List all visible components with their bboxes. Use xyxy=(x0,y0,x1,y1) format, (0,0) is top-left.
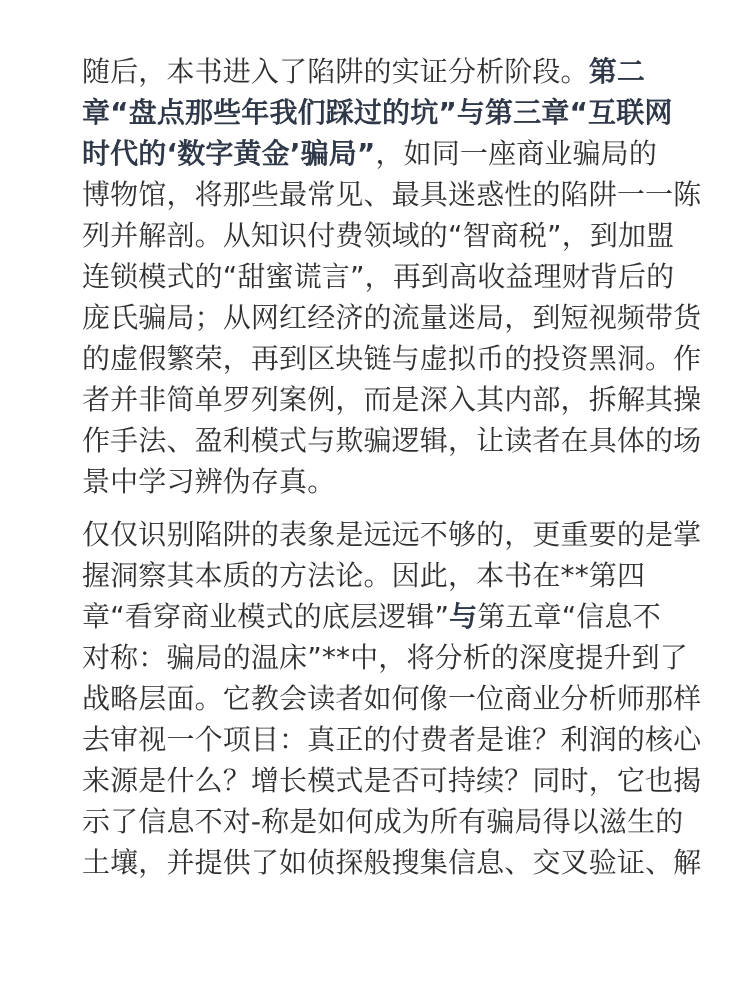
body-text: 的虚假繁荣，再到区块链与虚拟币的投资黑洞。作 xyxy=(82,342,702,375)
paragraph-line xyxy=(82,596,668,637)
paragraph-line xyxy=(82,842,702,883)
body-text: 去审视一个项目：真正的付费者是谁？利润的核心 xyxy=(82,723,702,756)
body-text: 者并非简单罗列案例，而是深入其内部，拆解其操 xyxy=(82,383,702,416)
paragraph-line xyxy=(82,719,702,760)
body-text: 作手法、盈利模式与欺骗逻辑，让读者在具体的场 xyxy=(82,424,702,457)
paragraph-line xyxy=(82,801,684,842)
body-text: 来源是什么？增长模式是否可持续？同时，它也揭 xyxy=(82,764,702,797)
paragraph-1 xyxy=(82,51,702,502)
paragraph-line xyxy=(82,215,675,256)
body-text: 庞氏骗局；从网红经济的流量迷局，到短视频带货 xyxy=(82,301,702,334)
paragraph-line xyxy=(82,92,673,133)
body-text: 景中学习辨伪存真。 xyxy=(82,465,336,498)
paragraph-line xyxy=(82,637,688,678)
body-text: 土壤，并提供了如侦探般搜集信息、交叉验证、解 xyxy=(82,846,702,879)
paragraph-line xyxy=(82,420,702,461)
body-text: 示了信息不对-称是如何成为所有骗局得以滋生的 xyxy=(82,805,684,838)
body-text: 第五章“信息不 xyxy=(477,600,661,633)
paragraph-line xyxy=(82,461,668,502)
body-text: 战略层面。它教会读者如何像一位商业分析师那样 xyxy=(82,682,702,715)
body-text: 对称：骗局的温床”**中，将分析的深度提升到了 xyxy=(82,641,688,674)
paragraph-line xyxy=(82,338,702,379)
paragraph-line xyxy=(82,514,702,555)
body-text: 随后，本书进入了陷阱的实证分析阶段。 xyxy=(82,55,589,88)
chapter-title-bold: 章“盘点那些年我们踩过的坑”与第三章“互联网 xyxy=(82,96,673,129)
paragraph-line xyxy=(82,174,702,215)
body-text: 章“看穿商业模式的底层逻辑” xyxy=(82,600,450,633)
paragraph-line xyxy=(82,297,702,338)
paragraph-line xyxy=(82,555,668,596)
body-text: ，如同一座商业骗局的 xyxy=(375,137,657,170)
body-text: 握洞察其本质的方法论。因此，本书在**第四 xyxy=(82,559,646,592)
paragraph-line xyxy=(82,133,668,174)
paragraph-line xyxy=(82,379,702,420)
paragraph-line xyxy=(82,760,702,801)
body-text: 仅仅识别陷阱的表象是远远不够的，更重要的是掌 xyxy=(82,518,702,551)
body-text: 博物馆，将那些最常见、最具迷惑性的陷阱一一陈 xyxy=(82,178,702,211)
paragraph-line xyxy=(82,51,668,92)
conjunction-bold: 与 xyxy=(449,600,478,633)
paragraph-line xyxy=(82,678,702,719)
chapter-title-bold: 第二 xyxy=(588,55,646,88)
body-text: 连锁模式的“甜蜜谎言”，再到高收益理财背后的 xyxy=(82,260,675,293)
paragraph-line xyxy=(82,256,675,297)
paragraph-2 xyxy=(82,514,702,883)
body-text: 列并解剖。从知识付费领域的“智商税”，到加盟 xyxy=(82,219,675,252)
chapter-title-bold: 时代的‘数字黄金’骗局” xyxy=(82,137,376,170)
